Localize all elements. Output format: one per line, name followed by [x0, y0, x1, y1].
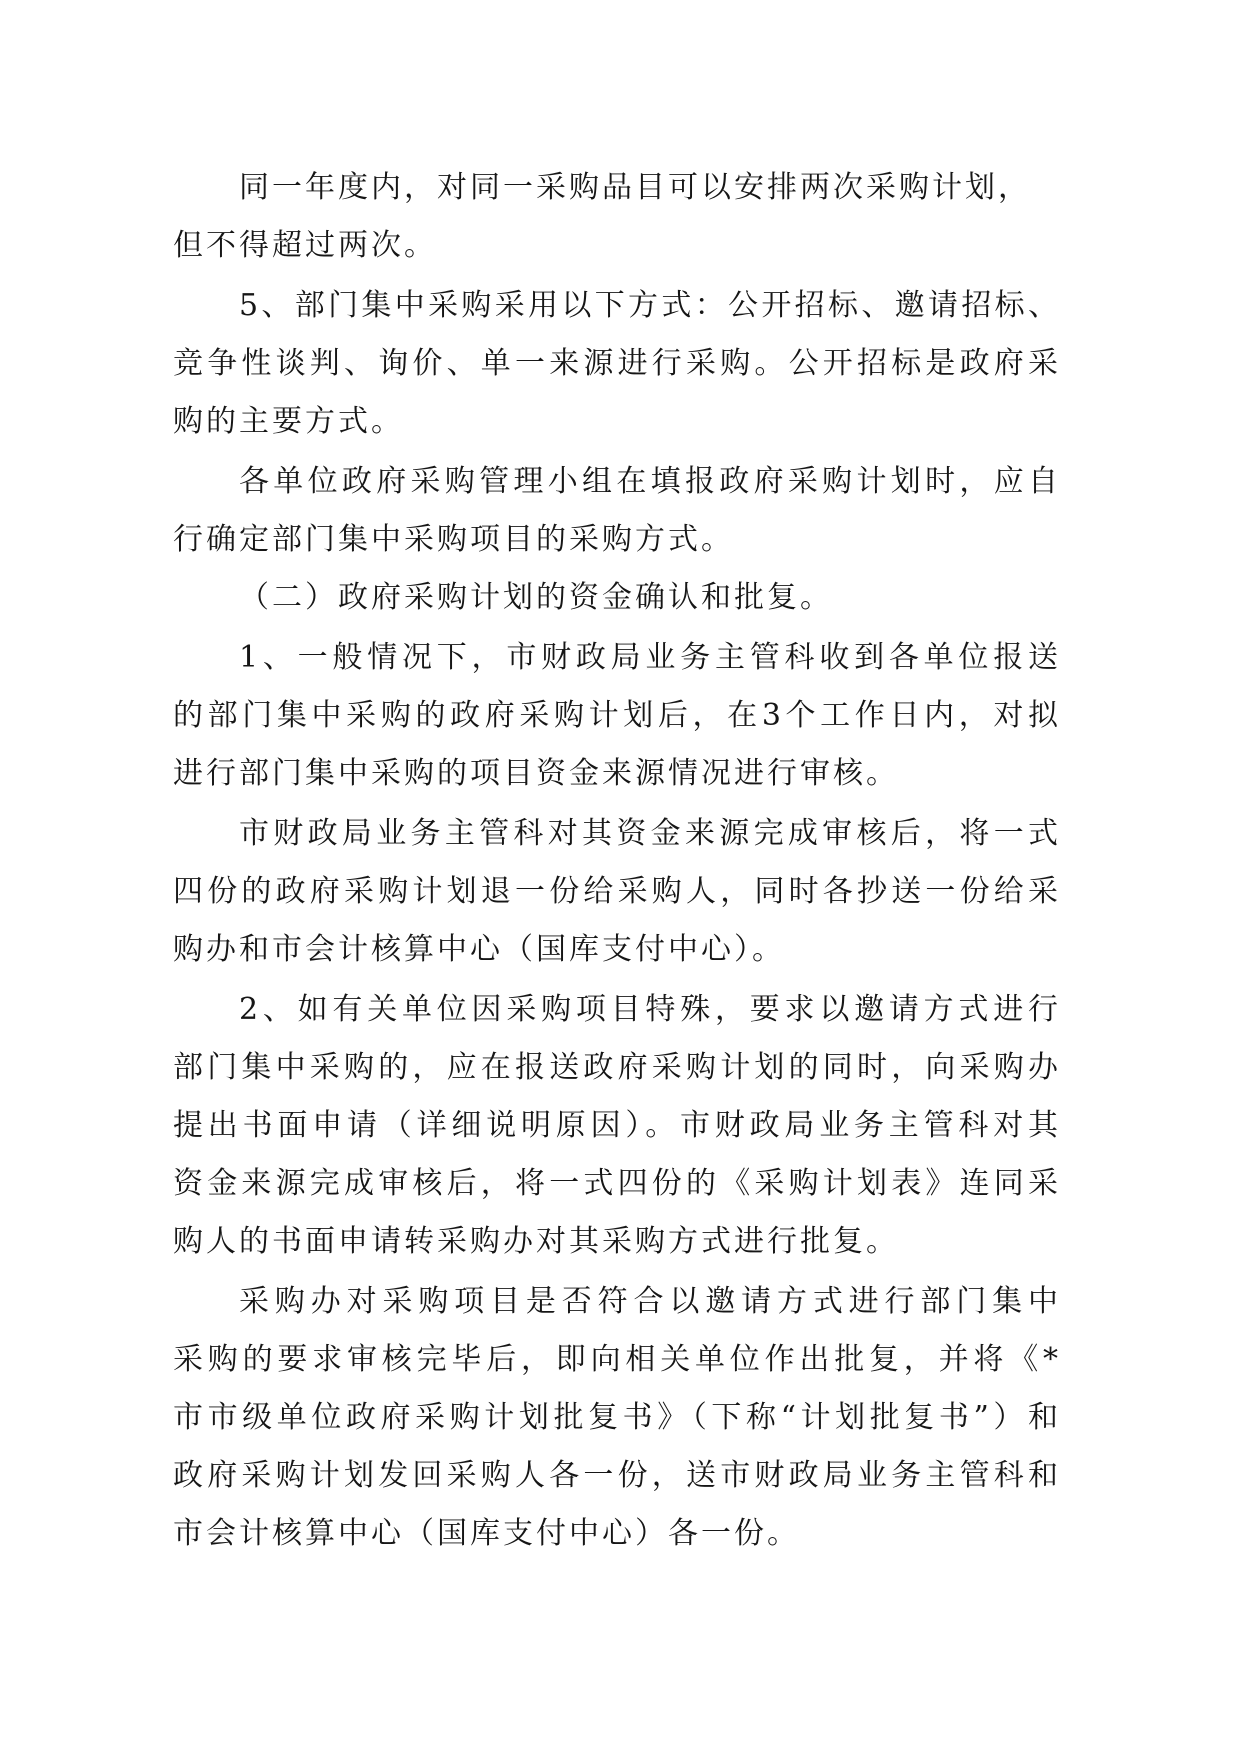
text-line: 资金来源完成审核后，将一式四份的《采购计划表》连同采 [173, 1166, 1058, 1201]
text-line: 市市级单位政府采购计划批复书》（下称“计划批复书”）和 [173, 1400, 1058, 1435]
text-line: 提出书面申请（详细说明原因）。市财政局业务主管科对其 [173, 1108, 1058, 1143]
text-line: 购办和市会计核算中心（国库支付中心）。 [173, 932, 785, 967]
text-line: 政府采购计划发回采购人各一份，送市财政局业务主管科和 [173, 1458, 1058, 1493]
text-line: 购人的书面申请转采购办对其采购方式进行批复。 [173, 1224, 899, 1259]
text-line: 行确定部门集中采购项目的采购方式。 [173, 522, 734, 557]
text-line: 市会计核算中心（国库支付中心）各一份。 [173, 1516, 800, 1551]
text-line: 市财政局业务主管科对其资金来源完成审核后，将一式 [239, 816, 1058, 851]
text-line: 部门集中采购的，应在报送政府采购计划的同时，向采购办 [173, 1050, 1058, 1085]
text-line: 四份的政府采购计划退一份给采购人，同时各抄送一份给采 [173, 874, 1058, 909]
text-line: 竞争性谈判、询价、单一来源进行采购。公开招标是政府采 [173, 346, 1058, 381]
text-line: 购的主要方式。 [173, 404, 404, 439]
text-line: （二）政府采购计划的资金确认和批复。 [239, 580, 833, 615]
text-line: 但不得超过两次。 [173, 228, 437, 263]
text-line: 采购办对采购项目是否符合以邀请方式进行部门集中 [239, 1284, 1058, 1319]
text-line: 进行部门集中采购的项目资金来源情况进行审核。 [173, 756, 899, 791]
text-line: 1、一般情况下，市财政局业务主管科收到各单位报送 [239, 640, 1058, 675]
text-line: 采购的要求审核完毕后，即向相关单位作出批复，并将《* [173, 1342, 1058, 1377]
text-line: 5、部门集中采购采用以下方式：公开招标、邀请招标、 [239, 288, 1058, 323]
text-line: 的部门集中采购的政府采购计划后，在3个工作日内，对拟 [173, 698, 1058, 733]
text-line: 2、如有关单位因采购项目特殊，要求以邀请方式进行 [239, 992, 1058, 1027]
text-line: 各单位政府采购管理小组在填报政府采购计划时，应自 [239, 464, 1058, 499]
text-line: 同一年度内，对同一采购品目可以安排两次采购计划， [239, 170, 1031, 205]
